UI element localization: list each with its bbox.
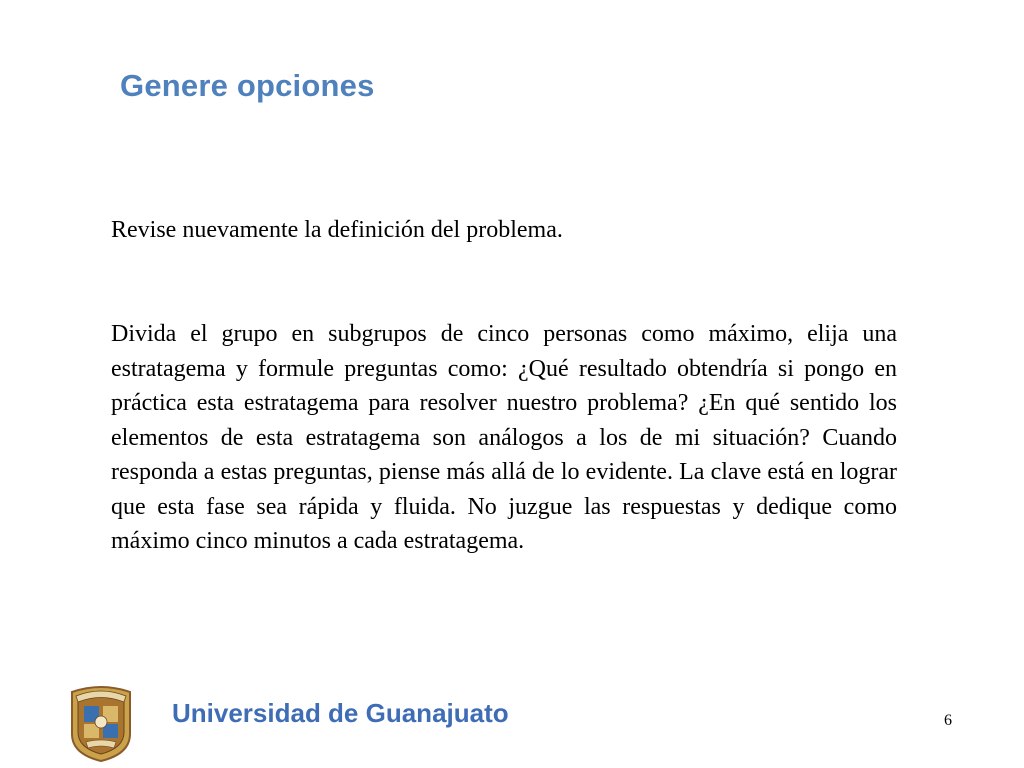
paragraph-instructions: Divida el grupo en subgrupos de cinco personas como máximo, elija una estratagema y formule preguntas como: ¿Qué resultado obtendría si pongo en práctica esta estratagema para resolver nuestro problema? ¿En qué sentido los elementos de esta estratagema son análogos a los de mi situación? Cuando responda a estas preguntas, piense más allá de lo evidente. La clave está en lograr que esta fase sea rápida y fluida. No juzgue las respuestas y dedique como máximo cinco minutos a cada estratagema. — [111, 321, 897, 554]
university-seal-graphic — [66, 682, 136, 762]
paragraph-review-definition: Revise nuevamente la definición del problema. — [111, 217, 563, 243]
university-name: Universidad de Guanajuato — [172, 698, 509, 728]
university-seal-icon — [66, 682, 136, 762]
slide-title: Genere opciones — [120, 68, 375, 103]
page-number: 6 — [944, 712, 952, 729]
